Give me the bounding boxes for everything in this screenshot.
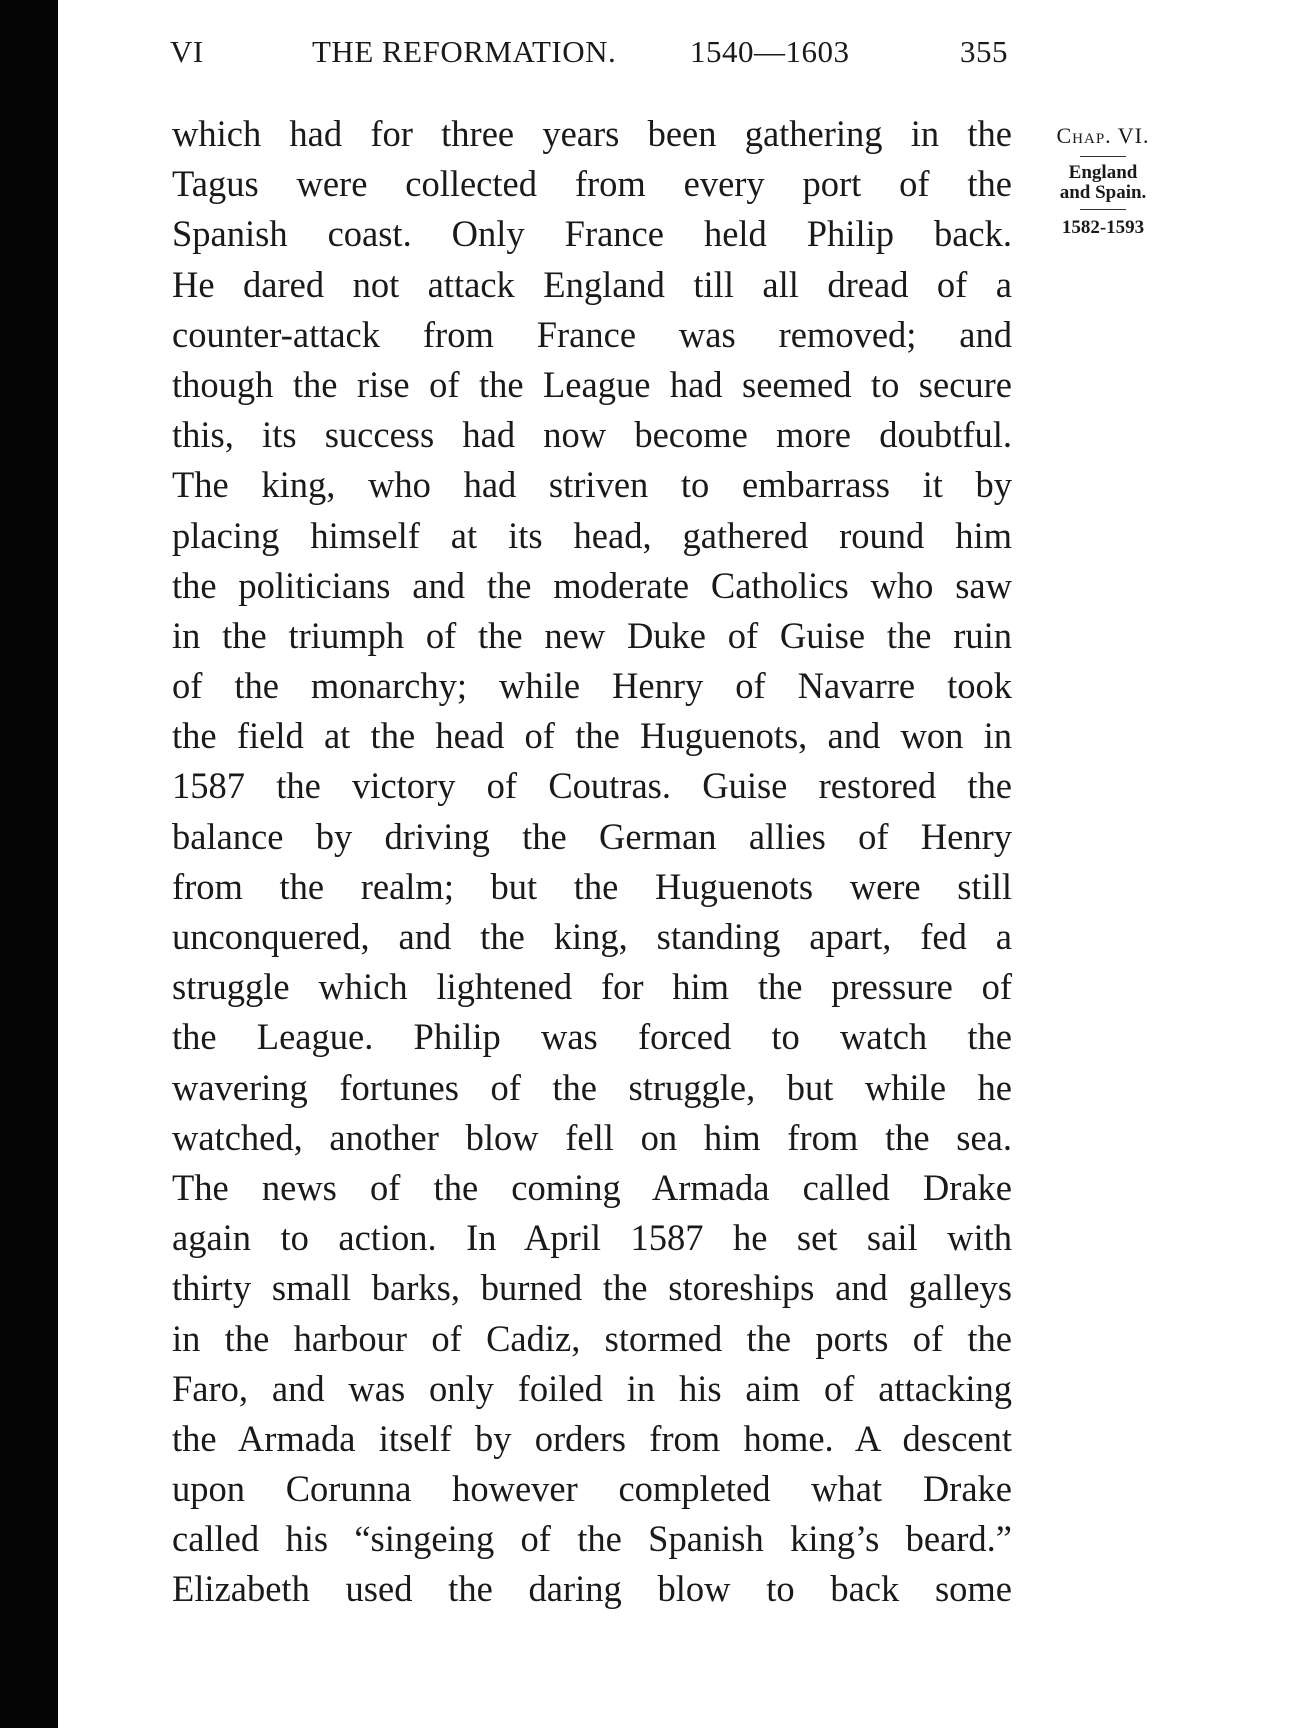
text-line: balance by driving the German allies of Henry bbox=[172, 815, 1012, 857]
text-line: counter-attack from France was removed; and bbox=[172, 313, 1012, 355]
text-line: again to action. In April 1587 he set sail with bbox=[172, 1217, 1012, 1259]
text-line: The king, who had striven to embarrass it by bbox=[172, 464, 1012, 506]
text-line: He dared not attack England till all dread of a bbox=[172, 263, 1012, 305]
margin-chapter: Chap. VI. bbox=[1056, 123, 1150, 148]
margin-years: 1582-1593 bbox=[1061, 217, 1145, 238]
chapter-number: VI bbox=[170, 34, 204, 69]
text-line: struggle which lightened for him the pressure of bbox=[172, 966, 1012, 1008]
text-line: Faro, and was only foiled in his aim of attacking bbox=[172, 1367, 1012, 1409]
text-line: unconquered, and the king, standing apart, fed a bbox=[172, 916, 1012, 957]
text-line: The news of the coming Armada called Drake bbox=[172, 1166, 1012, 1208]
text-line: the politicians and the moderate Catholics who saw bbox=[172, 564, 1012, 606]
text-line: from the realm; but the Huguenots were still bbox=[172, 865, 1012, 907]
text-line: upon Corunna however completed what Drake bbox=[172, 1468, 1012, 1510]
text-line: though the rise of the League had seemed to secure bbox=[172, 363, 1012, 405]
text-line: this, its success had now become more doubtful. bbox=[172, 414, 1012, 456]
text-line: placing himself at its head, gathered round him bbox=[172, 514, 1012, 556]
margin-rule bbox=[1080, 156, 1126, 157]
margin-topic-line1: England bbox=[1068, 162, 1138, 183]
margin-topic-line2: and Spain. bbox=[1059, 182, 1147, 203]
text-line: in the harbour of Cadiz, stormed the ports of the bbox=[172, 1317, 1012, 1359]
text-line: in the triumph of the new Duke of Guise the ruin bbox=[172, 614, 1012, 656]
text-line: the Armada itself by orders from home. A descent bbox=[172, 1417, 1012, 1459]
text-line: which had for three years been gathering in the bbox=[172, 113, 1012, 154]
running-head bbox=[170, 34, 1010, 78]
text-line: the field at the head of the Huguenots, and won in bbox=[172, 715, 1012, 757]
text-line: the League. Philip was forced to watch the bbox=[172, 1016, 1012, 1058]
text-line: Spanish coast. Only France held Philip back. bbox=[172, 213, 1012, 255]
section-years: 1540—1603 bbox=[690, 34, 850, 69]
margin-note bbox=[1028, 122, 1178, 240]
text-line: called his “singeing of the Spanish king’s beard.” bbox=[172, 1518, 1012, 1560]
text-line: wavering fortunes of the struggle, but while he bbox=[172, 1066, 1012, 1108]
margin-rule bbox=[1080, 209, 1126, 210]
text-line: thirty small barks, burned the storeships and galleys bbox=[172, 1267, 1012, 1309]
page-number: 355 bbox=[960, 34, 1008, 69]
book-section-title: THE REFORMATION. bbox=[312, 34, 617, 69]
binding-edge bbox=[0, 0, 58, 1728]
text-line: of the monarchy; while Henry of Navarre took bbox=[172, 665, 1012, 707]
text-line: 1587 the victory of Coutras. Guise restored the bbox=[172, 765, 1012, 807]
body-text bbox=[172, 109, 1012, 1615]
text-line: Tagus were collected from every port of the bbox=[172, 163, 1012, 205]
text-line: Elizabeth used the daring blow to back some bbox=[172, 1568, 1012, 1610]
text-line: watched, another blow fell on him from the sea. bbox=[172, 1116, 1012, 1158]
